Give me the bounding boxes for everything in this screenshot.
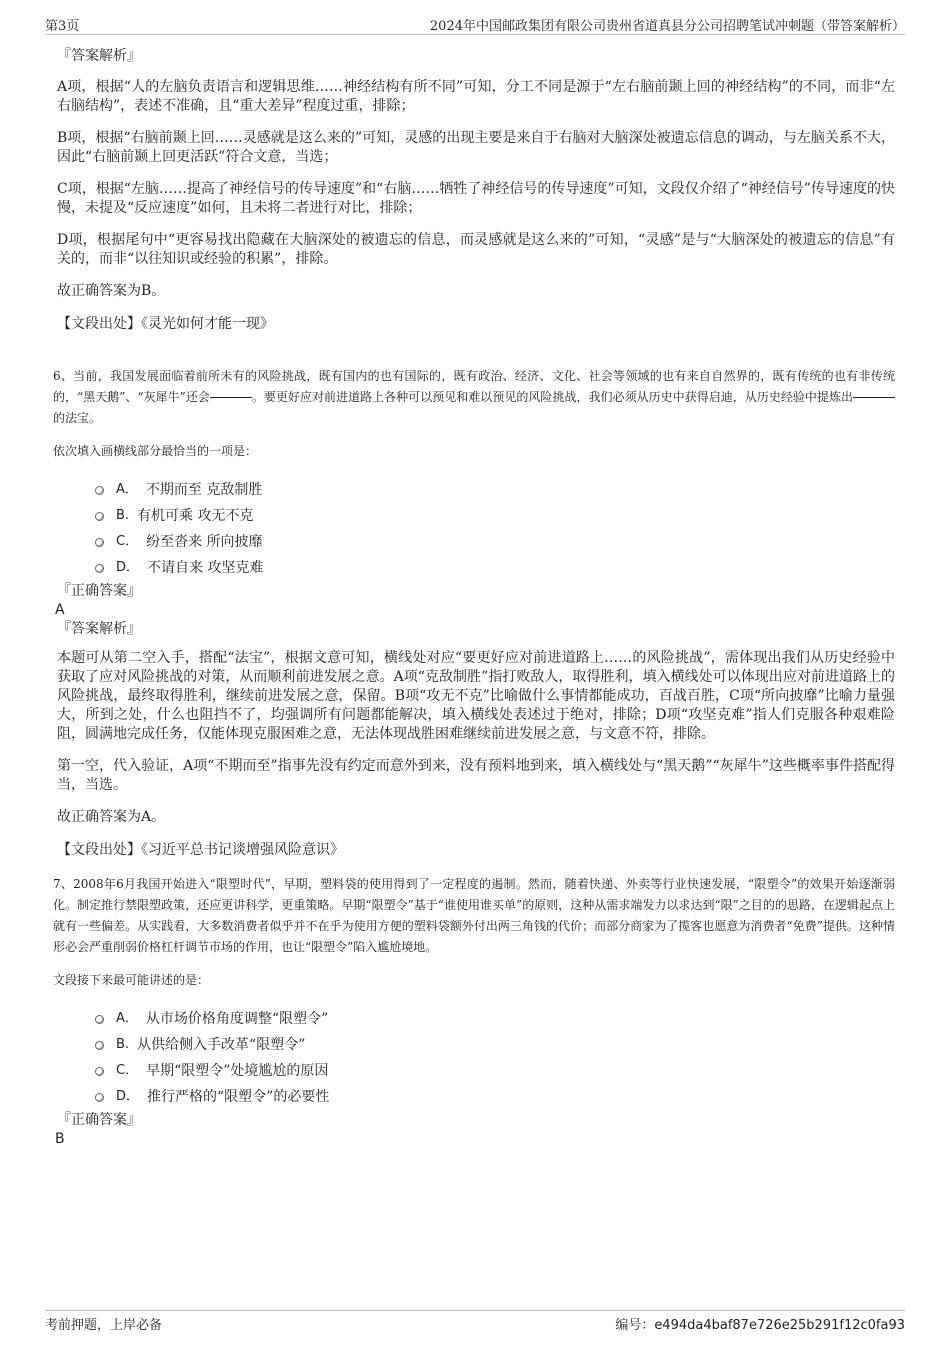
q5-analysis-label: 『答案解析』 — [57, 48, 141, 64]
radio-icon[interactable] — [95, 1093, 104, 1102]
q6-options — [57, 477, 895, 581]
q6-blank-1 — [210, 396, 252, 398]
q6-answer: A — [55, 602, 65, 618]
q5-source: 【文段出处】《灵光如何才能一现》 — [57, 316, 274, 332]
radio-icon[interactable] — [95, 538, 104, 547]
radio-icon[interactable] — [95, 1015, 104, 1024]
document-title: 2024年中国邮政集团有限公司贵州省道真县分公司招聘笔试冲刺题（带答案解析） — [429, 19, 905, 34]
q6-stem-part3: 的法宝。 — [53, 411, 102, 425]
page-content — [53, 46, 895, 1148]
q6-prompt: 依次填入画横线部分最恰当的一项是： — [53, 444, 258, 458]
q6-option-c[interactable]: C． 纷至沓来 所向披靡 — [95, 529, 895, 555]
page-footer — [45, 1310, 905, 1334]
q6-analysis-2: 第一空，代入验证，A项“不期而至”指事先没有约定而意外到来，没有预料地到来，填入横线处与“黑天鹅”“灰犀牛”这些概率事件搭配得当，当选。 — [57, 758, 895, 793]
q7-answer-label: 『正确答案』 — [57, 1112, 141, 1128]
q7-stem: 7、2008年6月我国开始进入“限塑时代”，早期，塑料袋的使用得到了一定程度的遏制。然而，随着快递、外卖等行业快速发展，“限塑令”的效果开始逐渐弱化。制定推行禁限塑政策，还应更讲科学，更重策略。早期“限塑令”基于“谁使用谁买单”的原则，这种从需求端发力以求达到“限”之目的的思路，在逻辑起点上就有一些偏差。从实践看，大多数消费者似乎并不在乎为使用方便的塑料袋额外付出两三角钱的代价；而部分商家为了揽客也愿意为消费者“免费”提供。这种情形必会严重削弱价格杠杆调节市场的作用，也让“限塑令”陷入尴尬境地。 — [53, 877, 895, 954]
q6-analysis-label: 『答案解析』 — [57, 621, 141, 637]
q7-options — [57, 1006, 895, 1110]
page-header — [45, 14, 905, 35]
footer-code: 编号：e494da4baf87e726e25b291f12c0fa93 — [615, 1318, 905, 1333]
q7-option-a[interactable]: A． 从市场价格角度调整“限塑令” — [95, 1006, 895, 1032]
q6-analysis-1: 本题可从第二空入手，搭配“法宝”，根据文意可知，横线处对应“要更好应对前进道路上……的风险挑战”，需体现出我们从历史经验中获取了应对风险挑战的对策，从而顺利前进发展之意。A项“克敌制胜”指打败敌人，取得胜利，填入横线处可以体现出应对前进道路上的风险挑战，最终取得胜利，继续前进发展之意，保留。B项“攻无不克”比喻做什么事情都能成功，百战百胜，C项“所向披靡”比喻力量强大，所到之处，什么也阻挡不了，均强调所有问题都能解决，填入横线处表述过于绝对，排除；D项“攻坚克难”指人们克服各种艰难险阻，圆满地完成任务，仅能体现克服困难之意，无法体现战胜困难继续前进发展之意，与文意不符，排除。 — [57, 650, 895, 742]
radio-icon[interactable] — [95, 1041, 104, 1050]
q5-analysis-c: C项，根据“左脑……提高了神经信号的传导速度”和“右脑……牺牲了神经信号的传导速度”可知，文段仅介绍了“神经信号”传导速度的快慢，未提及“反应速度”如何，且未将二者进行对比，排除； — [57, 181, 895, 216]
q6-stem — [53, 366, 895, 429]
q6-blank-2 — [853, 396, 895, 398]
radio-icon[interactable] — [95, 512, 104, 521]
radio-icon[interactable] — [95, 1067, 104, 1076]
q6-answer-label: 『正确答案』 — [57, 583, 141, 599]
q7-option-d[interactable]: D． 推行严格的“限塑令”的必要性 — [95, 1084, 895, 1110]
q6-option-d[interactable]: D． 不请自来 攻坚克难 — [95, 555, 895, 581]
q6-conclusion: 故正确答案为A。 — [57, 809, 166, 825]
q5-analysis-d: D项，根据尾句中“更容易找出隐藏在大脑深处的被遗忘的信息，而灵感就是这么来的”可知，“灵感”是与“大脑深处的被遗忘的信息”有关的，而非“以往知识或经验的积累”，排除。 — [57, 232, 895, 267]
q6-option-a[interactable]: A． 不期而至 克敌制胜 — [95, 477, 895, 503]
q7-option-c[interactable]: C． 早期“限塑令”处境尴尬的原因 — [95, 1058, 895, 1084]
radio-icon[interactable] — [95, 564, 104, 573]
page-number: 第3页 — [45, 19, 80, 34]
q7-prompt: 文段接下来最可能讲述的是： — [53, 973, 210, 987]
radio-icon[interactable] — [95, 486, 104, 495]
q5-conclusion: 故正确答案为B。 — [57, 283, 166, 299]
q6-stem-part1: 6、当前，我国发展面临着前所未有的风险挑战，既有国内的也有国际的，既有政治、经济、文化、社会等领域的也有来自自然界的，既有传统的也有非传统的，“黑天鹅”、“灰犀牛”还会 — [53, 369, 895, 404]
q5-analysis-a: A项，根据“人的左脑负责语言和逻辑思维……神经结构有所不同”可知，分工不同是源于“左右脑前颞上回的神经结构”的不同，而非“左右脑结构”，表述不准确，且“重大差异”程度过重，排除； — [57, 79, 895, 114]
q6-stem-part2: 。要更好应对前进道路上各种可以预见和难以预见的风险挑战，我们必须从历史中获得启迪，从历史经验中提炼出 — [251, 390, 853, 404]
q7-option-b[interactable]: B. 从供给侧入手改革“限塑令” — [95, 1032, 895, 1058]
q6-source: 【文段出处】《习近平总书记谈增强风险意识》 — [57, 842, 344, 858]
q6-option-b[interactable]: B. 有机可乘 攻无不克 — [95, 503, 895, 529]
footer-slogan: 考前押题，上岸必备 — [45, 1318, 163, 1333]
q5-analysis-b: B项，根据“右脑前颞上回……灵感就是这么来的”可知，灵感的出现主要是来自于右脑对大脑深处被遗忘信息的调动，与左脑关系不大，因此“右脑前颞上回更活跃”符合文意，当选； — [57, 130, 895, 165]
q7-answer: B — [55, 1131, 65, 1147]
